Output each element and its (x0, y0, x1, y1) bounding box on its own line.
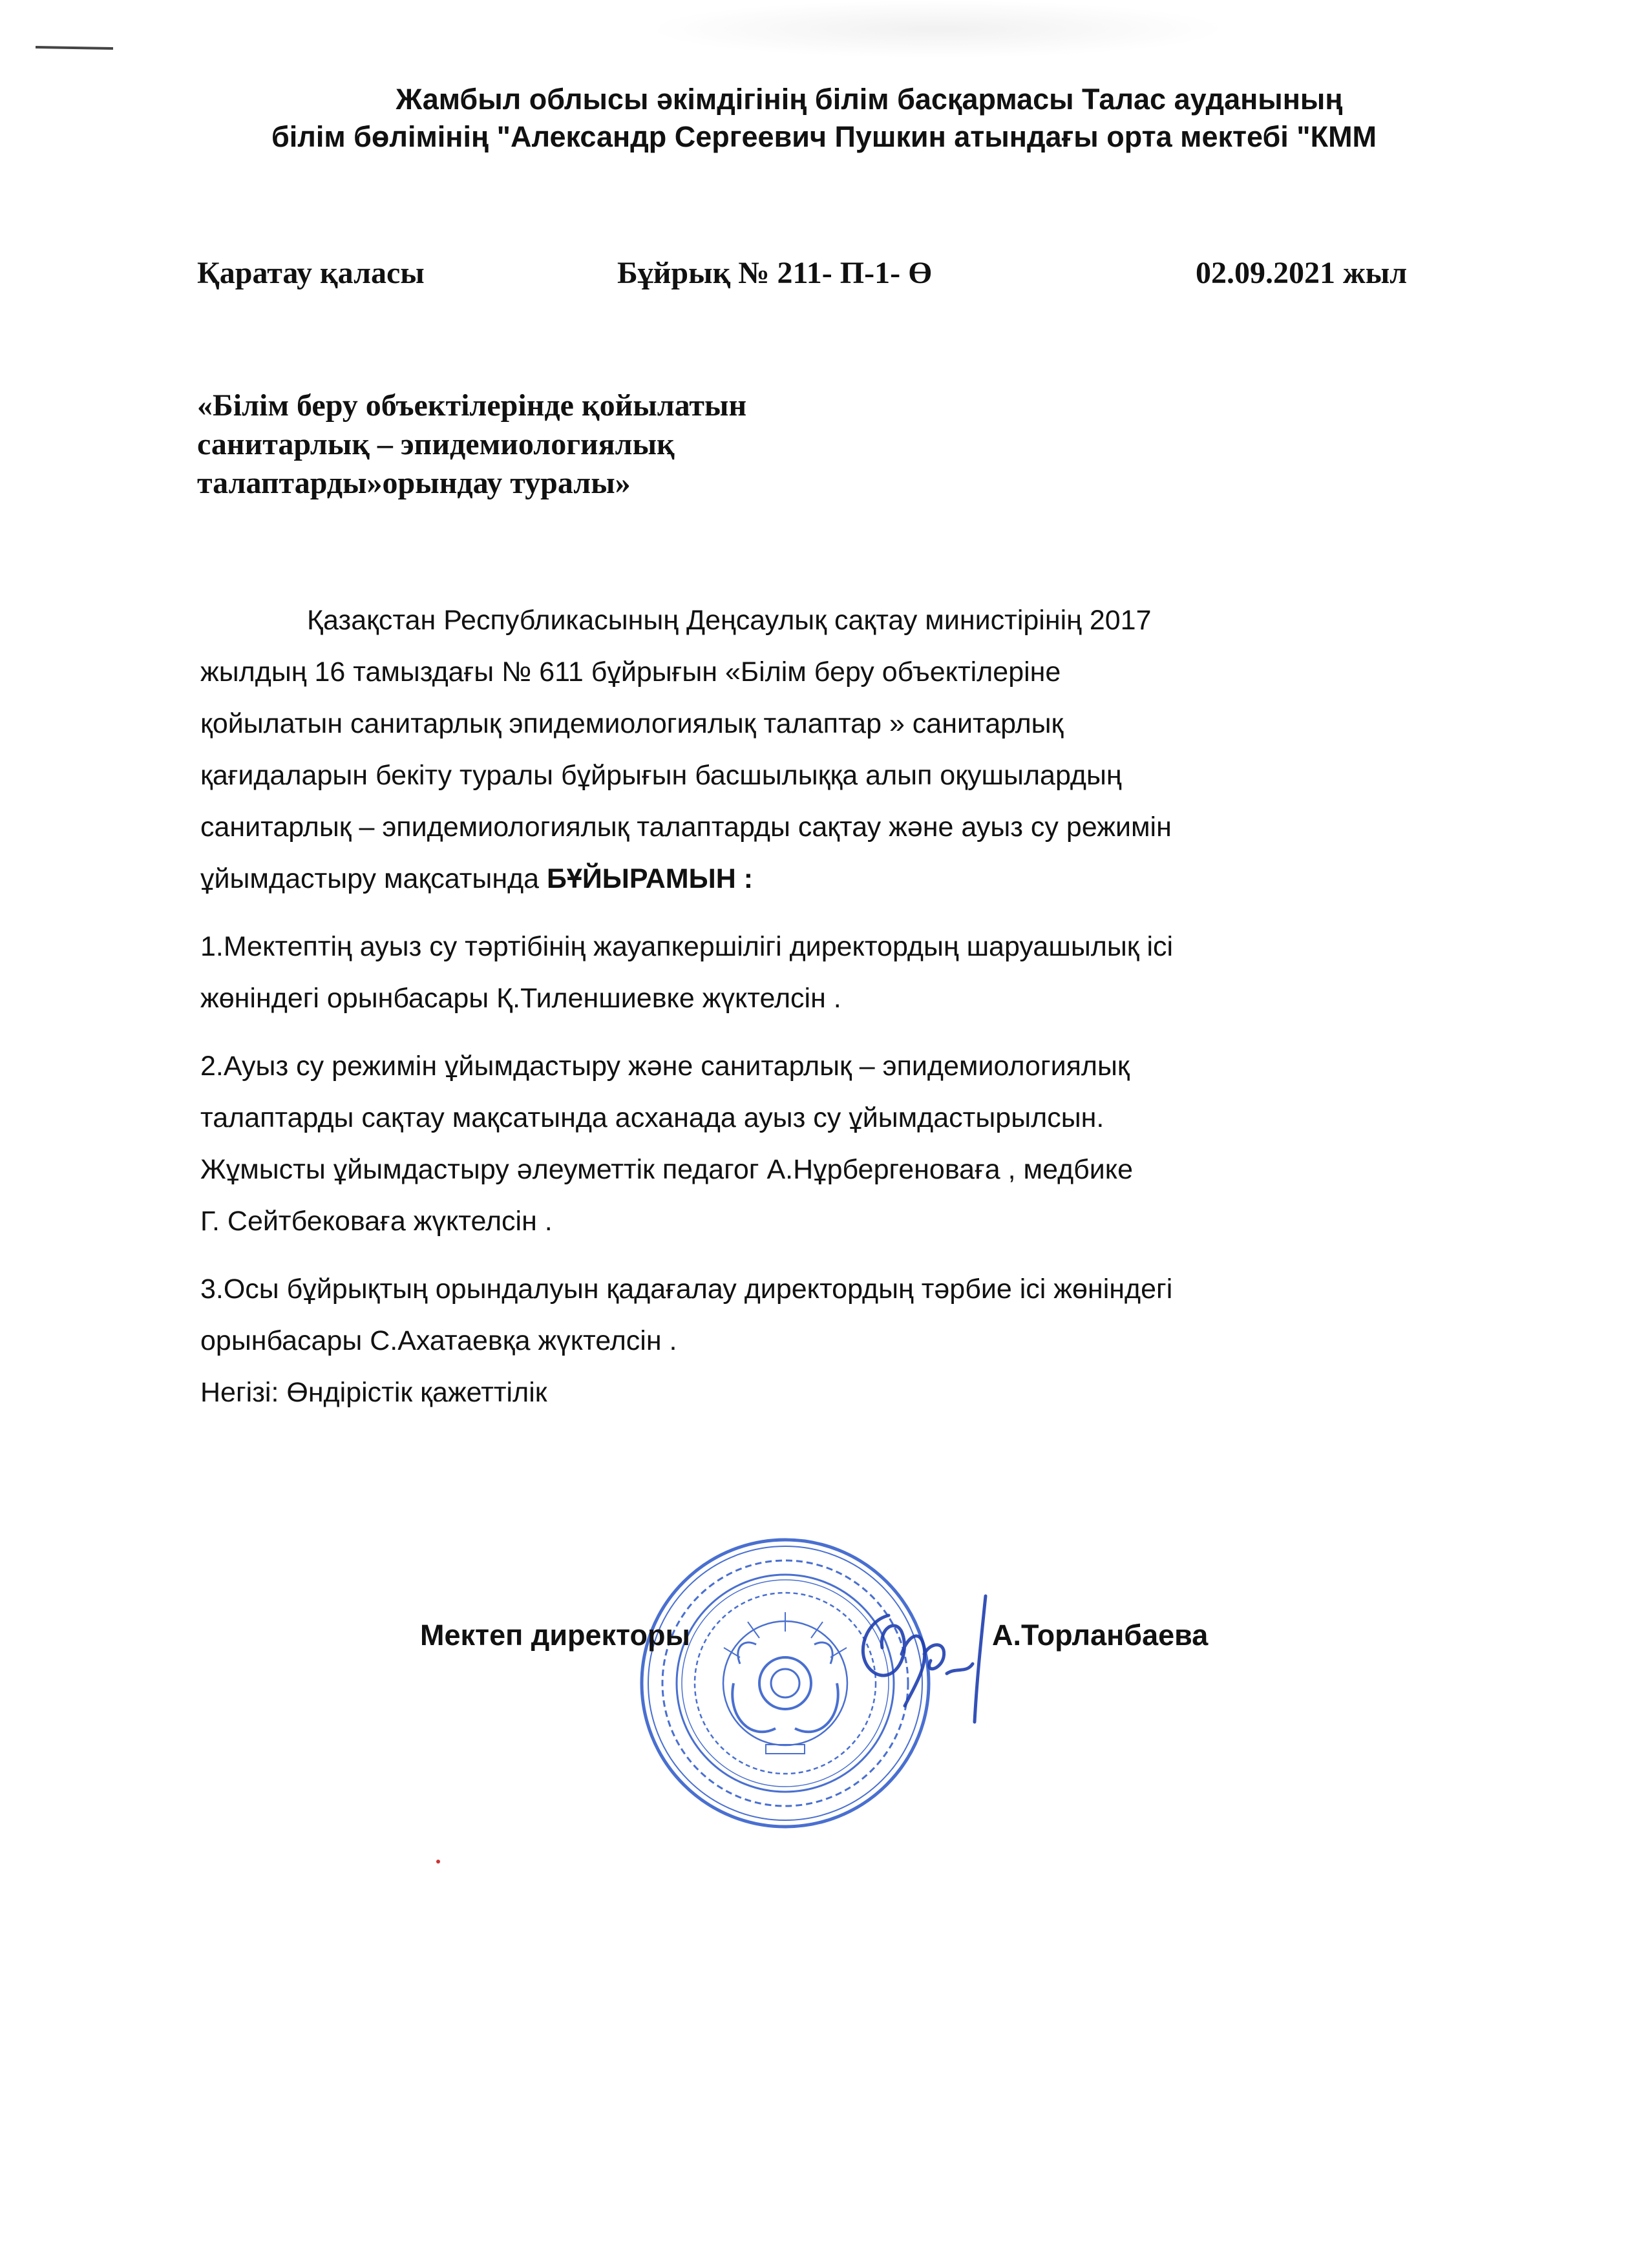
signer-role: Мектеп директоры (420, 1619, 690, 1652)
header-line-2: білім бөлімінің "Александр Сергеевич Пушкин атындағы орта мектебі "КММ (271, 120, 1377, 153)
title-line-2: санитарлық – эпидемиологиялық (197, 427, 675, 461)
item-2-line-1: 2.Ауыз су режимін ұйымдастыру және санитарлық – эпидемиологиялық (200, 1051, 1130, 1082)
item-3-line-2: орынбасары С.Ахатаевқа жүктелсін . (200, 1325, 677, 1356)
preamble-line-2: жылдың 16 тамыздағы № 611 бұйрығын «Білім беру объектілеріне (200, 656, 1061, 688)
preamble-line-5: санитарлық – эпидемиологиялық талаптарды сақтау және ауыз су режимін (200, 812, 1172, 843)
preamble-line-1: Қазақстан Республикасының Деңсаулық сақтау министірінің 2017 (307, 605, 1152, 636)
preamble-last-prefix: ұйымдастыру мақсатында (200, 863, 547, 894)
order-number: Бұйрық № 211- П-1- Ө (617, 256, 933, 290)
signer-name: А.Торланбаева (992, 1619, 1209, 1652)
item-1-line-2: жөніндегі орынбасары Қ.Тиленшиевке жүктелсін . (200, 983, 841, 1014)
preamble-line-3: қойылатын санитарлық эпидемиологиялық талаптар » санитарлық (200, 708, 1064, 739)
order-command: БҰЙЫРАМЫН : (547, 863, 754, 894)
preamble-line-4: қағидаларын бекіту туралы бұйрығын басшылыққа алып оқушылардың (200, 760, 1122, 791)
item-2-line-2: талаптарды сақтау мақсатында асханада ауыз су ұйымдастырылсын. (200, 1102, 1104, 1133)
order-body (200, 594, 1467, 1418)
ink-dot (436, 1860, 440, 1864)
item-3-line-1: 3.Осы бұйрықтың орындалуын қадағалау директордың тәрбие ісі жөніндегі (200, 1274, 1173, 1305)
item-2-line-3: Жұмысты ұйымдастыру әлеуметтік педагог А.Нұрбергеноваға , медбике (200, 1154, 1134, 1185)
header-line-1: Жамбыл облысы әкімдігінің білім басқармасы Талас ауданының (396, 83, 1343, 116)
basis-line: Негізі: Өндірістік қажеттілік (200, 1377, 547, 1408)
preamble-line-6 (200, 853, 1467, 905)
city-name: Қаратау қаласы (197, 256, 425, 290)
scan-mark (36, 46, 113, 50)
item-2-line-4: Г. Сейтбековаға жүктелсін . (200, 1206, 553, 1237)
title-line-3: талаптарды»орындау туралы» (197, 466, 631, 500)
item-1-line-1: 1.Мектептің ауыз су тәртібінің жауапкершілігі директордың шаруашылық ісі (200, 931, 1174, 962)
title-line-1: «Білім беру объектілерінде қойылатын (197, 388, 747, 423)
scan-shadow (646, 0, 1228, 58)
organization-header (0, 81, 1648, 156)
order-title (197, 386, 973, 503)
order-date: 02.09.2021 жыл (1196, 256, 1408, 290)
